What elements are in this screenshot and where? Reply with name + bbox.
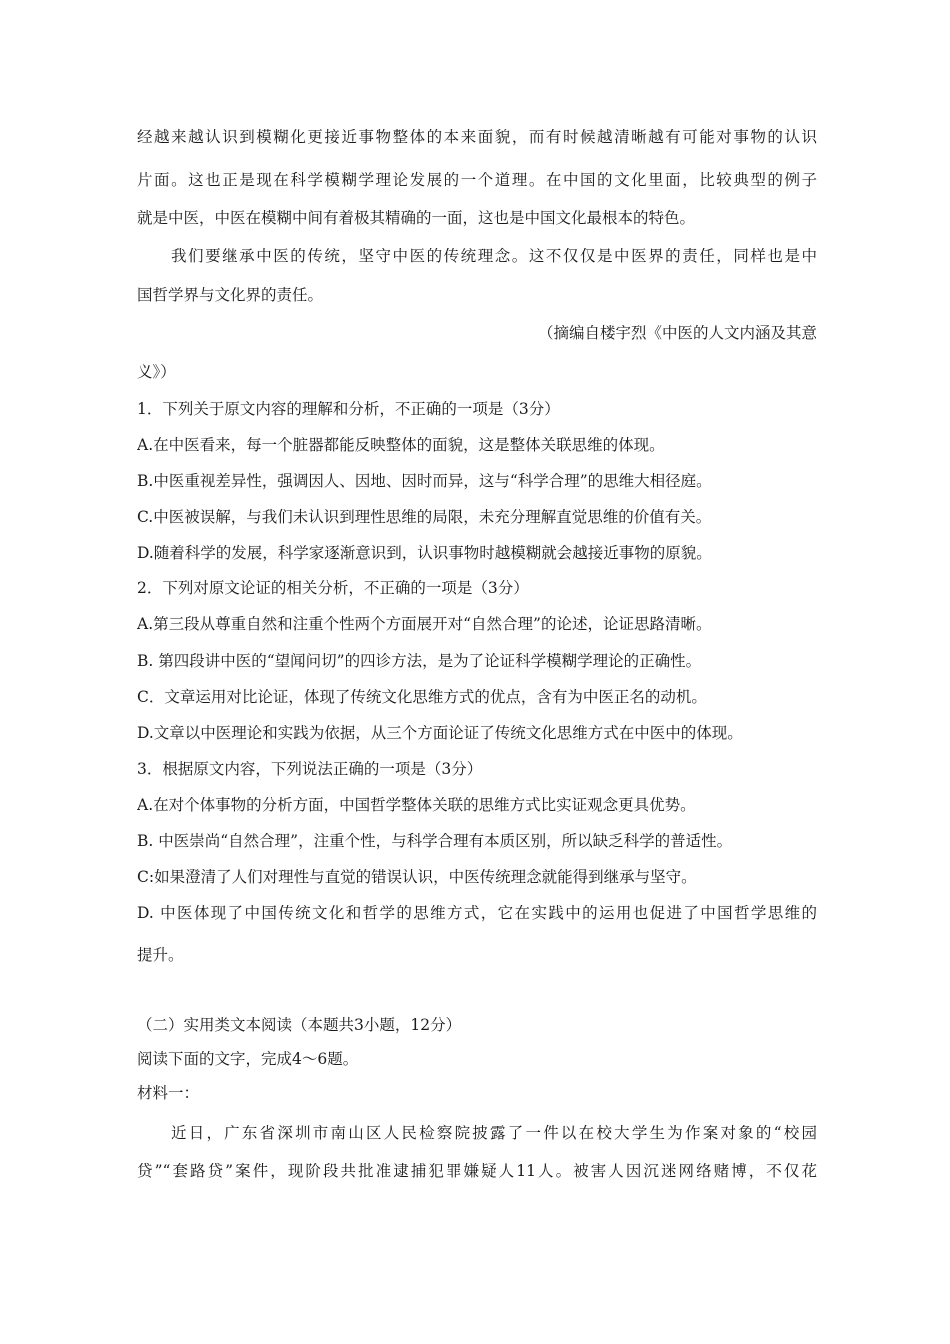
question-stem: 2．下列对原文论证的相关分析，不正确的一项是（3分） <box>137 579 529 597</box>
section-heading: （二）实用类文本阅读（本题共3小题，12分） <box>137 1016 462 1034</box>
question-option: B. 第四段讲中医的“望闻问切”的四诊方法，是为了论证科学模糊学理论的正确性。 <box>137 652 702 670</box>
question-option: C:如果澄清了人们对理性与直觉的错误认识，中医传统理念就能得到继承与坚守。 <box>137 868 697 886</box>
question-option: B.中医重视差异性，强调因人、因地、因时而异，这与“科学合理”的思维大相径庭。 <box>137 472 712 490</box>
material-line: 近日，广东省深圳市南山区人民检察院披露了一件以在校大学生为作案对象的“校园 <box>171 1124 817 1142</box>
question-option: A.在对个体事物的分析方面，中国哲学整体关联的思维方式比实证观念更具优势。 <box>137 796 696 814</box>
question-stem: 3．根据原文内容，下列说法正确的一项是（3分） <box>137 760 483 778</box>
passage-line: 国哲学界与文化界的责任。 <box>137 286 324 304</box>
question-option: A.在中医看来，每一个脏器都能反映整体的面貌，这是整体关联思维的体现。 <box>137 436 665 454</box>
question-option: D.随着科学的发展，科学家逐渐意识到，认识事物时越模糊就会越接近事物的原貌。 <box>137 544 712 562</box>
question-option: A.第三段从尊重自然和注重个性两个方面展开对“自然合理”的论述，论证思路清晰。 <box>137 615 712 633</box>
question-option-continuation: 提升。 <box>137 946 184 964</box>
section-instruction: 阅读下面的文字，完成4～6题。 <box>137 1050 359 1068</box>
material-label: 材料一： <box>137 1084 200 1102</box>
question-stem: 1．下列关于原文内容的理解和分析，不正确的一项是（3分） <box>137 400 560 418</box>
question-option: C.中医被误解，与我们未认识到理性思维的局限，未充分理解直觉思维的价值有关。 <box>137 508 712 526</box>
question-option: D.文章以中医理论和实践为依据，从三个方面论证了传统文化思维方式在中医中的体现。 <box>137 724 743 742</box>
source-citation-tail: 义》） <box>137 363 176 381</box>
material-line: 贷”“套路贷”案件，现阶段共批准逮捕犯罪嫌疑人11人。被害人因沉迷网络赌博，不仅花 <box>137 1162 817 1180</box>
passage-line: 我们要继承中医的传统，坚守中医的传统理念。这不仅仅是中医界的责任，同样也是中 <box>171 247 817 265</box>
passage-line: 片面。这也正是现在科学模糊学理论发展的一个道理。在中国的文化里面，比较典型的例子 <box>137 171 817 189</box>
question-option: C．文章运用对比论证，体现了传统文化思维方式的优点，含有为中医正名的动机。 <box>137 688 707 706</box>
question-option: B. 中医崇尚“自然合理”，注重个性，与科学合理有本质区别，所以缺乏科学的普适性。 <box>137 832 733 850</box>
source-citation: （摘编自楼宇烈《中医的人文内涵及其意 <box>537 324 817 342</box>
passage-line: 经越来越认识到模糊化更接近事物整体的本来面貌，而有时候越清晰越有可能对事物的认识 <box>137 128 817 146</box>
passage-line: 就是中医，中医在模糊中间有着极其精确的一面，这也是中国文化最根本的特色。 <box>137 209 696 227</box>
question-option: D. 中医体现了中国传统文化和哲学的思维方式，它在实践中的运用也促进了中国哲学思维的 <box>137 904 817 922</box>
